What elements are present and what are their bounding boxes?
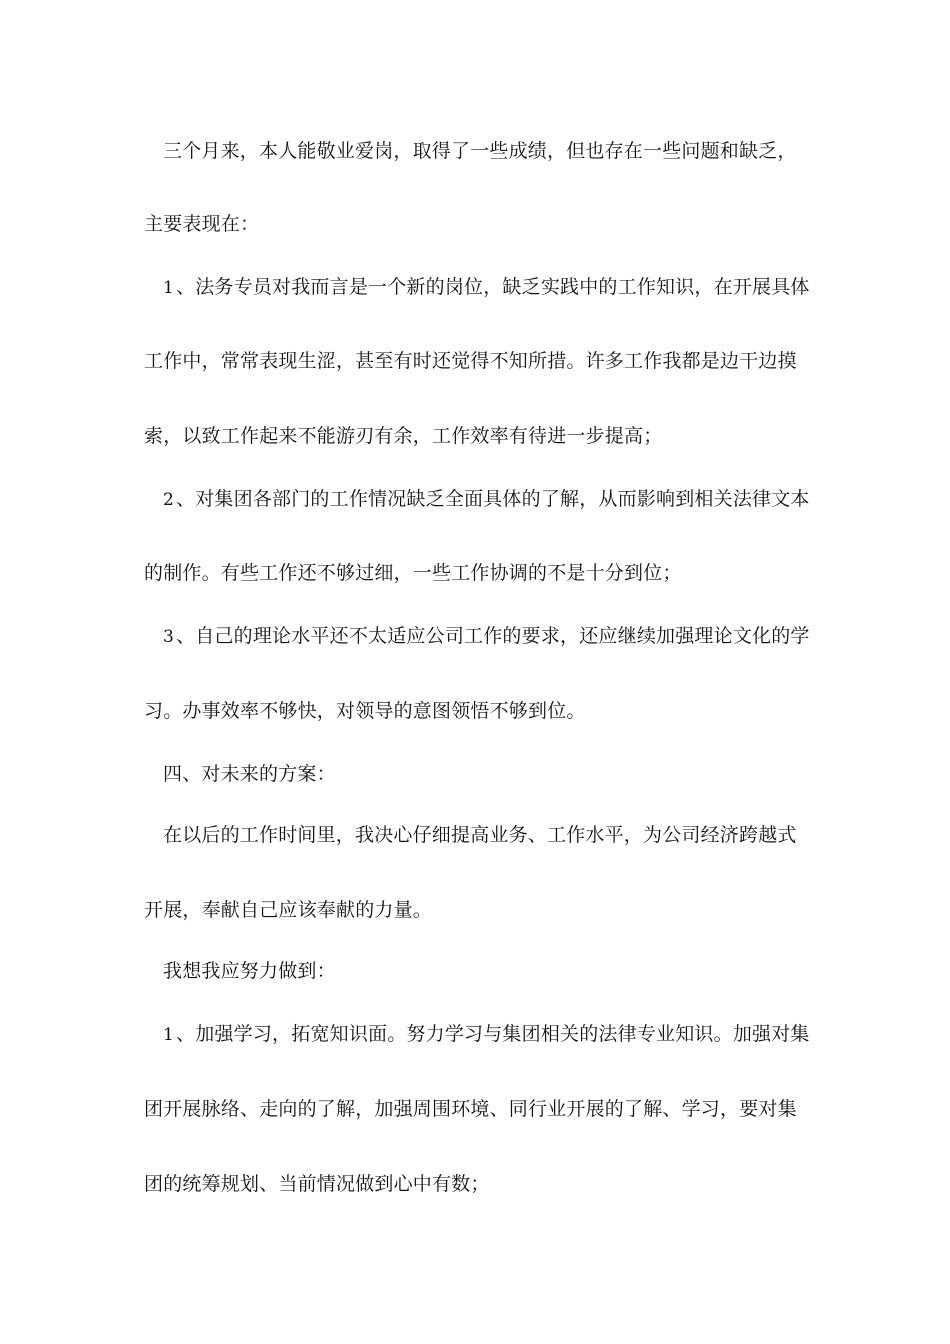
paragraph-text: 我想我应努力做到： [163,960,336,982]
paragraph-text: 在以后的工作时间里，我决心仔细提高业务、工作水平，为公司经济跨越式 [163,824,797,846]
paragraph-line [144,561,824,585]
list-item-line [163,487,843,512]
paragraph-line [144,1172,824,1196]
paragraph-text: 工作中，常常表现生涩，甚至有时还觉得不知所措。许多工作我都是边干边摸 [144,350,797,372]
list-item-line [163,1022,843,1047]
section-heading-text: 四、对未来的方案： [163,763,336,785]
list-number: 2 [163,490,175,510]
list-item-line [163,275,843,300]
paragraph-text: 三个月来，本人能敬业爱岗，取得了一些成绩，但也存在一些问题和缺乏， [163,140,797,162]
paragraph-text: 习。办事效率不够快，对领导的意图领悟不够到位。 [144,700,586,722]
list-number: 1 [163,278,175,298]
paragraph-text: 团的统筹规划、当前情况做到心中有数； [144,1173,490,1195]
paragraph-text: 索，以致工作起来不能游刃有余，工作效率有待进一步提高； [144,425,663,447]
paragraph-line [163,823,843,847]
paragraph-line [144,699,824,723]
list-item-line [163,624,843,649]
paragraph-text: 、加强学习，拓宽知识面。努力学习与集团相关的法律专业知识。加强对集 [176,1023,810,1045]
paragraph-line [144,1097,824,1121]
paragraph-line [163,959,843,983]
paragraph-line [144,898,824,922]
paragraph-text: 、自己的理论水平还不太适应公司工作的要求，还应继续加强理论文化的学 [176,625,810,647]
list-number: 3 [163,627,175,647]
section-heading [163,762,843,786]
paragraph-line [144,349,824,373]
paragraph-text: 、对集团各部门的工作情况缺乏全面具体的了解，从而影响到相关法律文本 [176,488,810,510]
paragraph-text: 主要表现在： [144,213,260,235]
paragraph-text: 、法务专员对我而言是一个新的岗位，缺乏实践中的工作知识，在开展具体 [176,276,810,298]
paragraph-text: 开展，奉献自己应该奉献的力量。 [144,899,433,921]
paragraph-line [144,212,824,236]
list-number: 1 [163,1025,175,1045]
paragraph-text: 团开展脉络、走向的了解，加强周围环境、同行业开展的了解、学习，要对集 [144,1098,797,1120]
paragraph-text: 的制作。有些工作还不够过细，一些工作协调的不是十分到位； [144,562,682,584]
paragraph-line [144,424,824,448]
paragraph-line [163,139,843,163]
